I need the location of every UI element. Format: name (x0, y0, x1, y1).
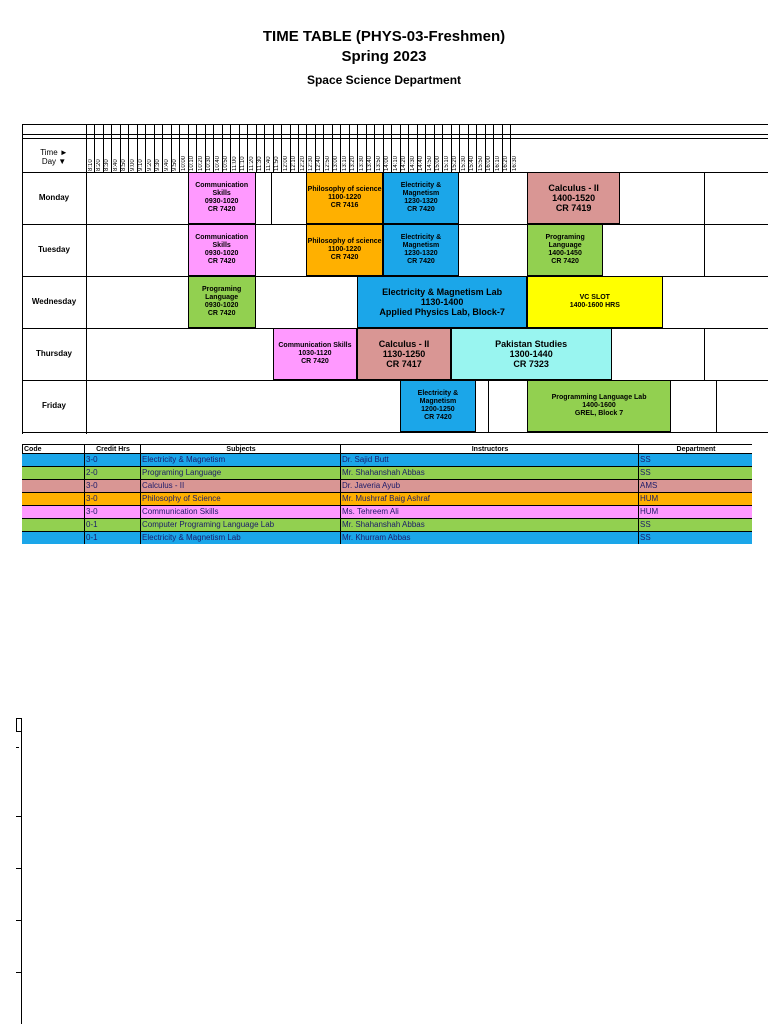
subject-code-cell (22, 532, 84, 544)
class-block-line: CR 7417 (386, 359, 422, 369)
time-slot-label: 8:10 (87, 159, 94, 171)
subject-row (22, 505, 752, 518)
class-block-line: CR 7416 (330, 202, 359, 209)
subject-dept-cell: SS (638, 519, 752, 531)
subject-dept-cell: SS (638, 454, 752, 466)
timetable-grid (22, 124, 768, 434)
class-block-line: 1230-1320 (404, 198, 438, 205)
class-block-line: 1130-1250 (382, 349, 426, 359)
time-slot-label: 14:00 (384, 155, 391, 171)
day-row-border (22, 432, 768, 433)
subject-dept-cell: HUM (638, 493, 752, 505)
communication-skills-block (188, 172, 256, 224)
subject-row (22, 492, 752, 505)
class-block-line: Programming Language Lab (551, 394, 647, 401)
time-slot-label: 15:50 (477, 155, 484, 171)
subject-code-cell (22, 493, 84, 505)
day-label-monday: Monday (38, 193, 70, 202)
subject-instructor-cell: Mr. Mushrraf Baig Ashraf (340, 493, 638, 505)
class-block-line: CR 7419 (555, 203, 592, 213)
subject-instructor-cell: Dr. Javeria Ayub (340, 480, 638, 492)
calculus-block (527, 172, 620, 224)
time-slot-label: 12:50 (324, 155, 331, 171)
time-slot-label: 12:00 (282, 155, 289, 171)
class-block-line: Philosophy of science (307, 186, 382, 193)
class-block-line: 1100-1220 (328, 246, 362, 253)
timetable-title: TIME TABLE (PHYS-03-Freshmen) (262, 28, 506, 45)
electricity-magnetism-block (383, 172, 459, 224)
time-slot-label: 13:40 (367, 155, 374, 171)
time-slot-label: 16:30 (511, 155, 518, 171)
subject-instructor-cell: Ms. Tehreem Ali (340, 506, 638, 518)
class-block-line: CR 7420 (407, 258, 435, 265)
time-slot-label: 8:50 (121, 159, 128, 171)
time-slot-label: 8:40 (112, 159, 119, 171)
subject-row (22, 531, 752, 544)
subject-subject-cell: Communication Skills (140, 506, 340, 518)
subjects-header-cell: Code (22, 444, 84, 453)
class-block-line: 0930-1020 (204, 302, 239, 309)
subject-dept-cell: SS (638, 467, 752, 479)
grid-subheader-border (22, 134, 768, 135)
class-block-line: 0930-1020 (204, 250, 239, 257)
subject-credit-cell: 0-1 (84, 532, 140, 544)
class-block-line: 1230-1320 (404, 250, 438, 257)
second-page-fragment (0, 710, 40, 1024)
subjects-header-cell: Department (638, 444, 752, 453)
class-block-line: Language (548, 242, 582, 249)
free-slot-divider (271, 172, 272, 224)
time-slot-label: 13:20 (350, 155, 357, 171)
subject-instructor-cell: Mr. Shahanshah Abbas (340, 519, 638, 531)
class-block-line: CR 7420 (424, 414, 452, 421)
time-slot-label: 11:20 (248, 156, 255, 171)
communication-skills-block (188, 224, 256, 276)
subject-credit-cell: 0-1 (84, 519, 140, 531)
class-block-line: CR 7420 (551, 258, 579, 265)
department-label: Space Science Department (306, 73, 462, 87)
time-slot-label: 9:20 (146, 159, 153, 171)
subjects-header-row (22, 444, 752, 453)
class-block-line: Communication Skills (278, 342, 352, 349)
class-block-line: 1400-1600 (582, 402, 616, 409)
time-slot-label: 14:20 (401, 155, 408, 171)
time-slot-label: 14:40 (418, 155, 425, 171)
time-slot-label: 15:40 (469, 155, 476, 171)
time-slot-label: 14:50 (426, 155, 433, 171)
free-slot-divider (488, 380, 489, 432)
philosophy-block (306, 224, 382, 276)
time-slot-label: 8:30 (104, 159, 111, 171)
subjects-header-cell: Instructors (340, 444, 638, 453)
subject-dept-cell: SS (638, 532, 752, 544)
time-slot-label: 9:30 (155, 159, 162, 171)
subject-credit-cell: 3-0 (84, 493, 140, 505)
subject-code-cell (22, 519, 84, 531)
subject-credit-cell: 3-0 (84, 454, 140, 466)
time-slot-label: 11:30 (257, 156, 264, 171)
class-block-line: CR 7420 (301, 358, 329, 365)
subject-code-cell (22, 506, 84, 518)
time-slot-label: 9:10 (138, 159, 145, 171)
day-label-thursday: Thursday (35, 349, 72, 358)
class-block-line: Electricity & (400, 182, 442, 189)
class-block-line: Magnetism (402, 190, 440, 197)
class-block-line: 1400-1450 (548, 250, 582, 257)
time-slot-label: 9:40 (163, 159, 170, 171)
time-slot-label: 16:10 (494, 155, 501, 171)
subject-code-cell (22, 454, 84, 466)
class-block-line: Electricity & Magnetism Lab (382, 287, 503, 297)
class-block-line: CR 7420 (207, 310, 236, 317)
class-block-line: 1300-1440 (509, 349, 553, 359)
day-label-wednesday: Wednesday (31, 297, 77, 306)
grid-top-border (22, 124, 768, 125)
class-block-line: 1030-1120 (298, 350, 332, 357)
row-end-divider (704, 328, 705, 380)
time-slot-label: 11:10 (240, 156, 247, 171)
subject-row (22, 466, 752, 479)
time-slot-label: 12:10 (291, 155, 298, 171)
subject-dept-cell: AMS (638, 480, 752, 492)
time-slot-label: 11:50 (274, 156, 281, 171)
subject-dept-cell: HUM (638, 506, 752, 518)
term-label: Spring 2023 (341, 48, 427, 65)
class-block-line: VC SLOT (579, 294, 610, 301)
subject-credit-cell: 3-0 (84, 506, 140, 518)
programing-language-block (188, 276, 256, 328)
subject-row (22, 479, 752, 492)
subject-subject-cell: Programing Language (140, 467, 340, 479)
row-end-divider (716, 380, 717, 432)
class-block-line: Magnetism (419, 398, 457, 405)
row-end-divider (704, 172, 705, 224)
time-slot-label: 16:00 (486, 155, 493, 171)
programming-language-lab-block (527, 380, 671, 432)
subjects-header-cell: Subjects (140, 444, 340, 453)
subject-subject-cell: Electricity & Magnetism Lab (140, 532, 340, 544)
row-end-divider (704, 224, 705, 276)
time-slot-label: 13:30 (358, 155, 365, 171)
subject-subject-cell: Electricity & Magnetism (140, 454, 340, 466)
day-axis-label: Day ▼ (41, 157, 67, 166)
class-block-line: 0930-1020 (204, 198, 239, 205)
class-block-line: Communication Skills (195, 182, 249, 197)
class-block-line: Programing (545, 234, 585, 241)
vc-slot-block (527, 276, 663, 328)
class-block-line: Electricity & (400, 234, 442, 241)
time-slot-label: 10:10 (189, 155, 196, 171)
time-slot-label: 10:50 (223, 155, 230, 171)
time-axis-label: Time ► (40, 148, 68, 157)
class-block-line: CR 7420 (207, 258, 236, 265)
subject-subject-cell: Calculus - II (140, 480, 340, 492)
class-block-line: GREL, Block 7 (574, 410, 624, 417)
time-slot-label: 10:40 (214, 155, 221, 171)
time-slot-label: 9:50 (172, 159, 179, 171)
class-block-line: Magnetism (402, 242, 440, 249)
time-slot-label: 8:20 (95, 159, 102, 171)
subject-instructor-cell: Dr. Sajid Butt (340, 454, 638, 466)
time-slot-label: 15:00 (435, 155, 442, 171)
time-slot-label: 10:30 (206, 155, 213, 171)
class-block-line: CR 7420 (330, 254, 359, 261)
subject-credit-cell: 2-0 (84, 467, 140, 479)
subject-row (22, 518, 752, 531)
time-slot-label: 15:20 (452, 155, 459, 171)
class-block-line: Calculus - II (548, 183, 599, 193)
subject-instructor-cell: Mr. Shahanshah Abbas (340, 467, 638, 479)
electricity-magnetism-block (383, 224, 459, 276)
time-slot-label: 14:10 (392, 155, 399, 171)
time-slot-label: 13:00 (333, 155, 340, 171)
class-block-line: 1200-1250 (421, 406, 455, 413)
class-block-line: CR 7420 (207, 206, 236, 213)
subject-credit-cell: 3-0 (84, 480, 140, 492)
time-slot-label: 10:20 (197, 155, 204, 171)
class-block-line: CR 7323 (513, 359, 549, 369)
grid-header-border (22, 138, 768, 139)
time-slot-label: 15:30 (460, 155, 467, 171)
day-label-tuesday: Tuesday (38, 245, 70, 254)
pakistan-studies-block (451, 328, 612, 380)
time-slot-label: 15:10 (443, 155, 450, 171)
electricity-magnetism-block (400, 380, 476, 432)
subject-subject-cell: Computer Programing Language Lab (140, 519, 340, 531)
communication-skills-block (273, 328, 358, 380)
class-block-line: Philosophy of science (307, 238, 382, 245)
class-block-line: Programing Language (202, 286, 242, 301)
subject-row (22, 453, 752, 466)
time-slot-label: 12:30 (307, 155, 314, 171)
class-block-line: Communication Skills (195, 234, 249, 249)
class-block-line: Pakistan Studies (495, 339, 568, 349)
calculus-block (357, 328, 450, 380)
time-slot-label: 12:20 (299, 155, 306, 171)
class-block-line: CR 7420 (407, 206, 435, 213)
class-block-line: 1100-1220 (328, 194, 362, 201)
philosophy-block (306, 172, 382, 224)
class-block-line: 1400-1600 HRS (569, 302, 620, 309)
time-slot-label: 16:20 (503, 155, 510, 171)
time-slot-label: 13:50 (375, 155, 382, 171)
time-slot-label: 11:40 (265, 156, 272, 171)
day-label-friday: Friday (41, 401, 66, 410)
subject-code-cell (22, 467, 84, 479)
subject-subject-cell: Philosophy of Science (140, 493, 340, 505)
subject-instructor-cell: Mr. Khurram Abbas (340, 532, 638, 544)
grid-left-border (22, 124, 23, 434)
class-block-line: Applied Physics Lab, Block-7 (379, 307, 505, 317)
time-slot-label: 14:30 (409, 155, 416, 171)
subject-code-cell (22, 480, 84, 492)
electricity-magnetism-lab-block (357, 276, 527, 328)
class-block-line: 1400-1520 (552, 193, 596, 203)
time-slot-label: 13:10 (341, 155, 348, 171)
time-slot-label: 10:00 (180, 155, 187, 171)
time-slot-label: 12:40 (316, 155, 323, 171)
time-slot-label: 9:00 (129, 159, 136, 171)
class-block-line: 1130-1400 (420, 297, 464, 307)
time-slot-label: 11:00 (231, 156, 238, 171)
programing-language-block (527, 224, 603, 276)
class-block-line: Electricity & (417, 390, 459, 397)
subjects-header-cell: Credit Hrs (84, 444, 140, 453)
class-block-line: Calculus - II (378, 339, 430, 349)
